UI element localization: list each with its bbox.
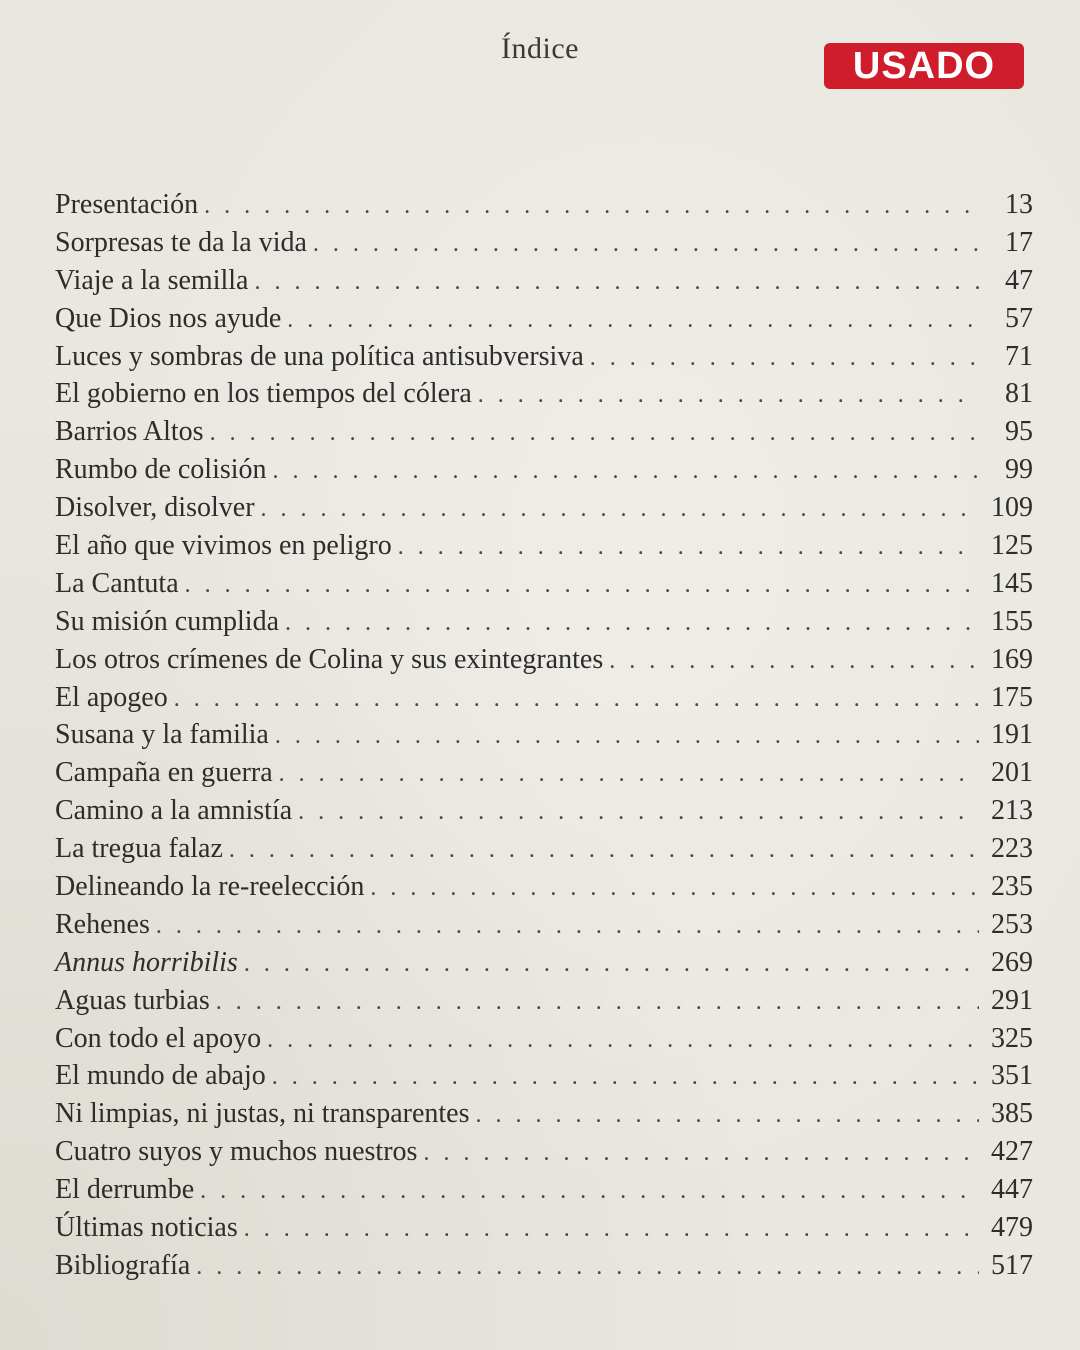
table-of-contents [55,189,1033,1288]
dot-leader [254,269,979,296]
toc-entry-page: 235 [991,871,1033,903]
toc-entry-title: El mundo de abajo [55,1060,266,1092]
dot-leader [273,458,979,485]
dot-leader [313,231,979,258]
toc-entry-title: Luces y sombras de una política antisubversiva [55,340,584,372]
toc-entry-title: El apogeo [55,681,168,713]
toc-entry [55,909,1033,947]
toc-entry-title: Cuatro suyos y muchos nuestros [55,1136,418,1168]
toc-entry-title: Delineando la re-reelección [55,871,365,903]
toc-entry [55,1250,1033,1288]
toc-entry-page: 427 [991,1136,1033,1168]
toc-entry-page: 17 [1005,226,1033,258]
toc-entry [55,303,1033,341]
toc-entry-title: Disolver, disolver [55,492,255,524]
dot-leader [398,534,979,561]
dot-leader [478,382,979,409]
dot-leader [609,648,979,675]
toc-entry-title: Presentación [55,189,199,220]
toc-entry-page: 385 [991,1098,1033,1130]
dot-leader [423,1140,979,1167]
toc-entry-title: Que Dios nos ayude [55,302,282,334]
toc-entry-title: Bibliografía [55,1249,191,1281]
toc-entry-page: 155 [991,605,1033,637]
dot-leader [370,875,979,902]
toc-entry [55,1060,1033,1098]
toc-entry [55,644,1033,682]
toc-entry-page: 57 [1005,302,1033,334]
toc-entry [55,492,1033,530]
toc-entry-page: 95 [1005,416,1033,448]
dot-leader [244,1216,979,1243]
toc-entry [55,416,1033,454]
toc-entry [55,947,1033,985]
toc-entry-page: 325 [991,1022,1033,1054]
dot-leader [298,799,979,826]
toc-entry-title: Annus horribilis [55,946,238,978]
toc-entry [55,530,1033,568]
toc-entry [55,1098,1033,1136]
dot-leader [185,572,979,599]
toc-entry-page: 351 [991,1060,1033,1092]
toc-entry-page: 447 [991,1174,1033,1206]
toc-entry [55,1136,1033,1174]
toc-entry-title: Barrios Altos [55,416,204,448]
toc-entry-page: 291 [991,984,1033,1016]
toc-entry [55,1023,1033,1061]
dot-leader [279,761,979,788]
toc-entry-page: 13 [1005,189,1033,220]
dot-leader [287,307,979,334]
toc-entry [55,378,1033,416]
toc-entry-title: Ni limpias, ni justas, ni transparentes [55,1098,470,1130]
dot-leader [272,1064,979,1091]
toc-entry [55,985,1033,1023]
dot-leader [196,1254,979,1281]
toc-entry-page: 517 [991,1249,1033,1281]
toc-entry-title: Con todo el apoyo [55,1022,262,1054]
toc-entry-title: El gobierno en los tiempos del cólera [55,378,472,410]
dot-leader [476,1102,980,1129]
toc-entry [55,341,1033,379]
toc-entry [55,871,1033,909]
toc-entry-page: 191 [991,719,1033,751]
toc-entry-title: Sorpresas te da la vida [55,226,307,258]
toc-entry-page: 201 [991,757,1033,789]
toc-entry [55,227,1033,265]
toc-entry [55,1174,1033,1212]
dot-leader [200,1178,979,1205]
toc-entry [55,606,1033,644]
toc-entry-page: 269 [991,946,1033,978]
toc-entry [55,454,1033,492]
toc-entry [55,757,1033,795]
toc-entry [55,1212,1033,1250]
toc-entry-page: 213 [991,795,1033,827]
toc-entry-title: La tregua falaz [55,833,223,865]
dot-leader [267,1027,979,1054]
toc-entry-page: 223 [991,833,1033,865]
toc-entry [55,189,1033,227]
toc-entry-title: Susana y la familia [55,719,269,751]
dot-leader [285,610,979,637]
dot-leader [174,686,979,713]
dot-leader [216,989,979,1016]
toc-entry-page: 99 [1005,454,1033,486]
toc-entry-title: Viaje a la semilla [55,264,249,296]
toc-entry-page: 253 [991,908,1033,940]
toc-entry-title: La Cantuta [55,567,179,599]
toc-entry-title: Su misión cumplida [55,605,279,637]
toc-entry-page: 71 [1005,340,1033,372]
toc-entry-title: Aguas turbias [55,984,210,1016]
toc-entry-title: Rumbo de colisión [55,454,267,486]
toc-entry-title: Los otros crímenes de Colina y sus exintegrantes [55,643,604,675]
toc-entry-page: 125 [991,530,1033,562]
toc-entry-title: Campaña en guerra [55,757,273,789]
dot-leader [244,951,979,978]
toc-entry [55,682,1033,720]
toc-entry [55,795,1033,833]
toc-entry-title: Últimas noticias [55,1212,238,1244]
toc-entry-page: 81 [1005,378,1033,410]
toc-entry-title: Rehenes [55,908,150,940]
dot-leader [204,193,979,220]
toc-entry-title: Camino a la amnistía [55,795,293,827]
toc-entry-title: El año que vivimos en peligro [55,530,392,562]
dot-leader [590,345,979,372]
toc-entry-page: 47 [1005,264,1033,296]
toc-entry [55,265,1033,303]
toc-entry [55,568,1033,606]
toc-entry-page: 169 [991,643,1033,675]
dot-leader [229,837,979,864]
toc-entry [55,719,1033,757]
dot-leader [210,420,979,447]
toc-entry-title: El derrumbe [55,1174,195,1206]
toc-entry-page: 479 [991,1212,1033,1244]
used-badge: USADO [824,43,1024,89]
toc-entry-page: 109 [991,492,1033,524]
toc-entry-page: 175 [991,681,1033,713]
toc-entry-page: 145 [991,567,1033,599]
page-title: Índice [501,32,579,65]
dot-leader [156,913,979,940]
dot-leader [261,496,979,523]
toc-entry [55,833,1033,871]
dot-leader [275,723,979,750]
